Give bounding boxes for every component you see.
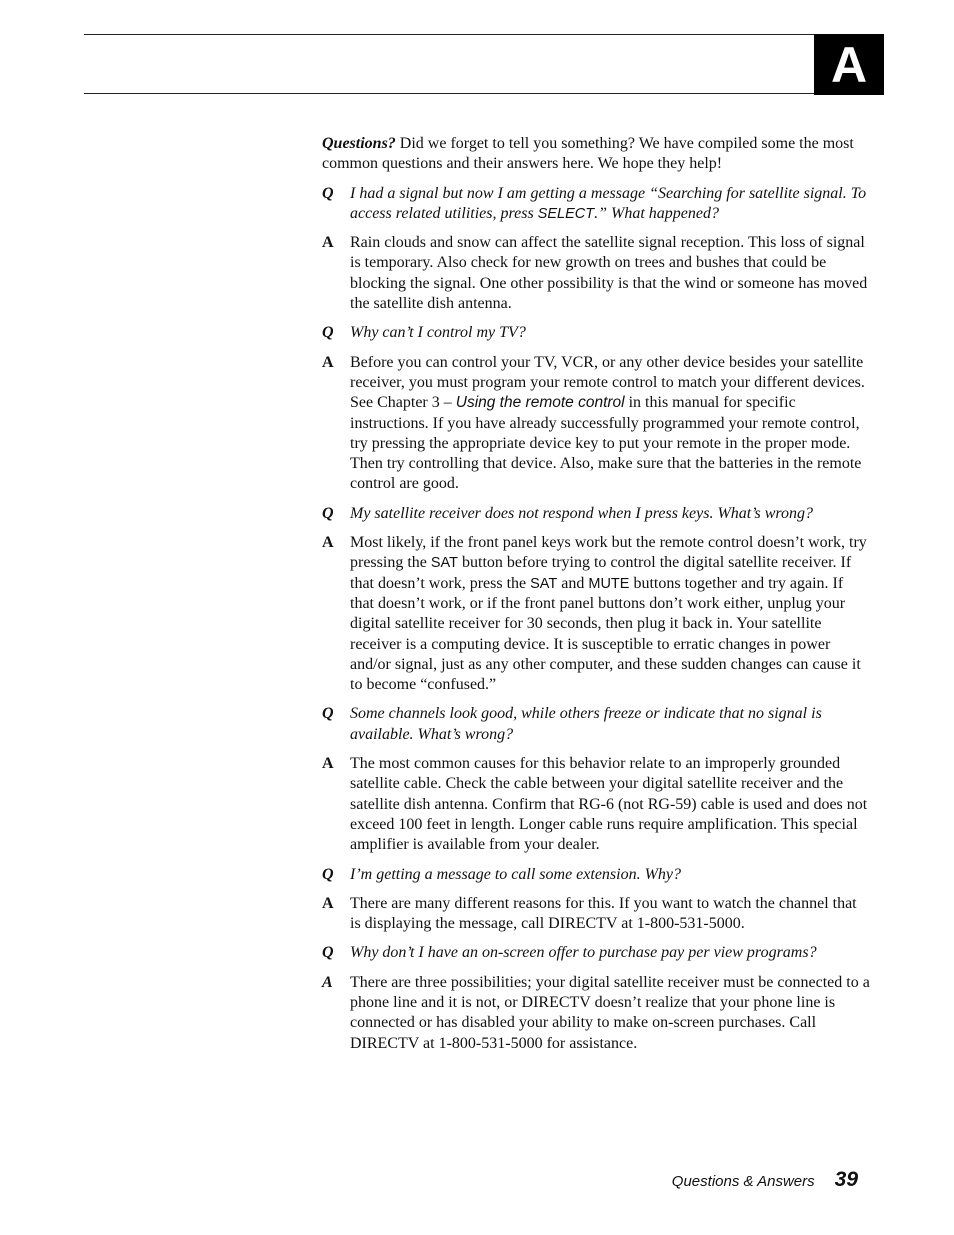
answer-text: There are many different reasons for this. If you want to watch the channel that is displaying the message, call DIRECTV at 1-800-531-5000. bbox=[350, 894, 857, 933]
key-sat: SAT bbox=[430, 555, 458, 572]
key-sat: SAT bbox=[530, 575, 558, 592]
a-mark: A bbox=[322, 353, 334, 371]
intro-paragraph bbox=[322, 134, 870, 175]
key-mute: MUTE bbox=[588, 575, 630, 592]
faq-content bbox=[322, 134, 870, 1063]
question-text: My satellite receiver does not respond when I press keys. What’s wrong? bbox=[350, 504, 814, 522]
question-text: I had a signal but now I am getting a message “Searching for satellite signal. To access related utilities, press SELECT.” What happened? bbox=[350, 184, 867, 222]
answer-text: Rain clouds and snow can affect the satellite signal reception. This loss of signal is temporary. Also check for new growth on trees and bushes that could be blocking the signal. One other possibility is that the wind or someone has moved the satellite dish antenna. bbox=[350, 234, 868, 313]
q-mark: Q bbox=[322, 865, 334, 883]
q-mark: Q bbox=[322, 504, 334, 522]
a-mark: A bbox=[322, 234, 334, 252]
question-2 bbox=[322, 323, 870, 343]
page-footer bbox=[672, 1168, 858, 1192]
intro-lead: Questions? bbox=[322, 135, 396, 152]
key-select: SELECT bbox=[537, 205, 595, 222]
q-mark: Q bbox=[322, 944, 334, 962]
q-mark: Q bbox=[322, 184, 334, 202]
chapter-tab: A bbox=[814, 34, 884, 95]
answer-text: Most likely, if the front panel keys work but the remote control doesn’t work, try pressing the SAT button before trying to control the digital satellite receiver. If that doesn’t work, press the SAT and MUTE buttons together and try again. If that doesn’t work, or if the front panel buttons don’t work either, unplug your digital satellite receiver for 30 seconds, then plug it back in. Your satellite receiver is a computing device. It is susceptible to erratic changes in power and/or signal, just as any other computer, and these sudden changes can cause it to become “confused.” bbox=[350, 534, 867, 694]
answer-6 bbox=[322, 973, 870, 1054]
question-5 bbox=[322, 865, 870, 885]
answer-4 bbox=[322, 754, 870, 855]
question-3 bbox=[322, 504, 870, 524]
chapter-reference: Using the remote control bbox=[455, 394, 625, 412]
answer-1 bbox=[322, 233, 870, 314]
page-number: 39 bbox=[834, 1168, 858, 1191]
answer-text: The most common causes for this behavior relate to an improperly grounded satellite cable. Check the cable between your digital satellite receiver and the satellite dish antenna. Confirm that RG-6 (not RG-59) cable is used and does not exceed 100 feet in length. Longer cable runs require amplification. This special amplifier is available from your dealer. bbox=[350, 755, 868, 854]
header-rule-top bbox=[84, 34, 815, 35]
header-rule-bottom bbox=[84, 93, 815, 94]
footer-section-title: Questions & Answers bbox=[671, 1173, 815, 1190]
a-mark: A bbox=[322, 973, 333, 991]
question-text: Why can’t I control my TV? bbox=[350, 324, 526, 342]
answer-2 bbox=[322, 353, 870, 495]
a-mark: A bbox=[322, 894, 334, 912]
answer-5 bbox=[322, 894, 870, 935]
question-6 bbox=[322, 943, 870, 963]
answer-3 bbox=[322, 533, 870, 695]
question-text: I’m getting a message to call some extension. Why? bbox=[350, 865, 682, 883]
a-mark: A bbox=[322, 534, 334, 552]
answer-text: Before you can control your TV, VCR, or any other device besides your satellite receiver, you must program your remote control to match your different devices. See Chapter 3 – Using the remote control in this manual for specific instructions. If you have already successfully programmed your remote control, try pressing the appropriate device key to put your remote in the proper mode. Then try controlling that device. Also, make sure that the batteries in the remote control are good. bbox=[350, 353, 865, 493]
intro-text: Did we forget to tell you something? We have compiled some the most common questions and their answers here. We hope they help! bbox=[322, 135, 854, 173]
question-text: Why don’t I have an on-screen offer to purchase pay per view programs? bbox=[350, 944, 817, 962]
question-4 bbox=[322, 704, 870, 745]
question-text: Some channels look good, while others freeze or indicate that no signal is available. What’s wrong? bbox=[350, 705, 822, 743]
answer-text: There are three possibilities; your digital satellite receiver must be connected to a phone line and it is not, or DIRECTV doesn’t realize that your phone line is connected or has disabled your ability to make on-screen purchases. Call DIRECTV at 1-800-531-5000 for assistance. bbox=[350, 973, 870, 1052]
a-mark: A bbox=[322, 755, 334, 773]
q-mark: Q bbox=[322, 705, 334, 723]
question-1 bbox=[322, 184, 870, 225]
q-mark: Q bbox=[322, 324, 334, 342]
